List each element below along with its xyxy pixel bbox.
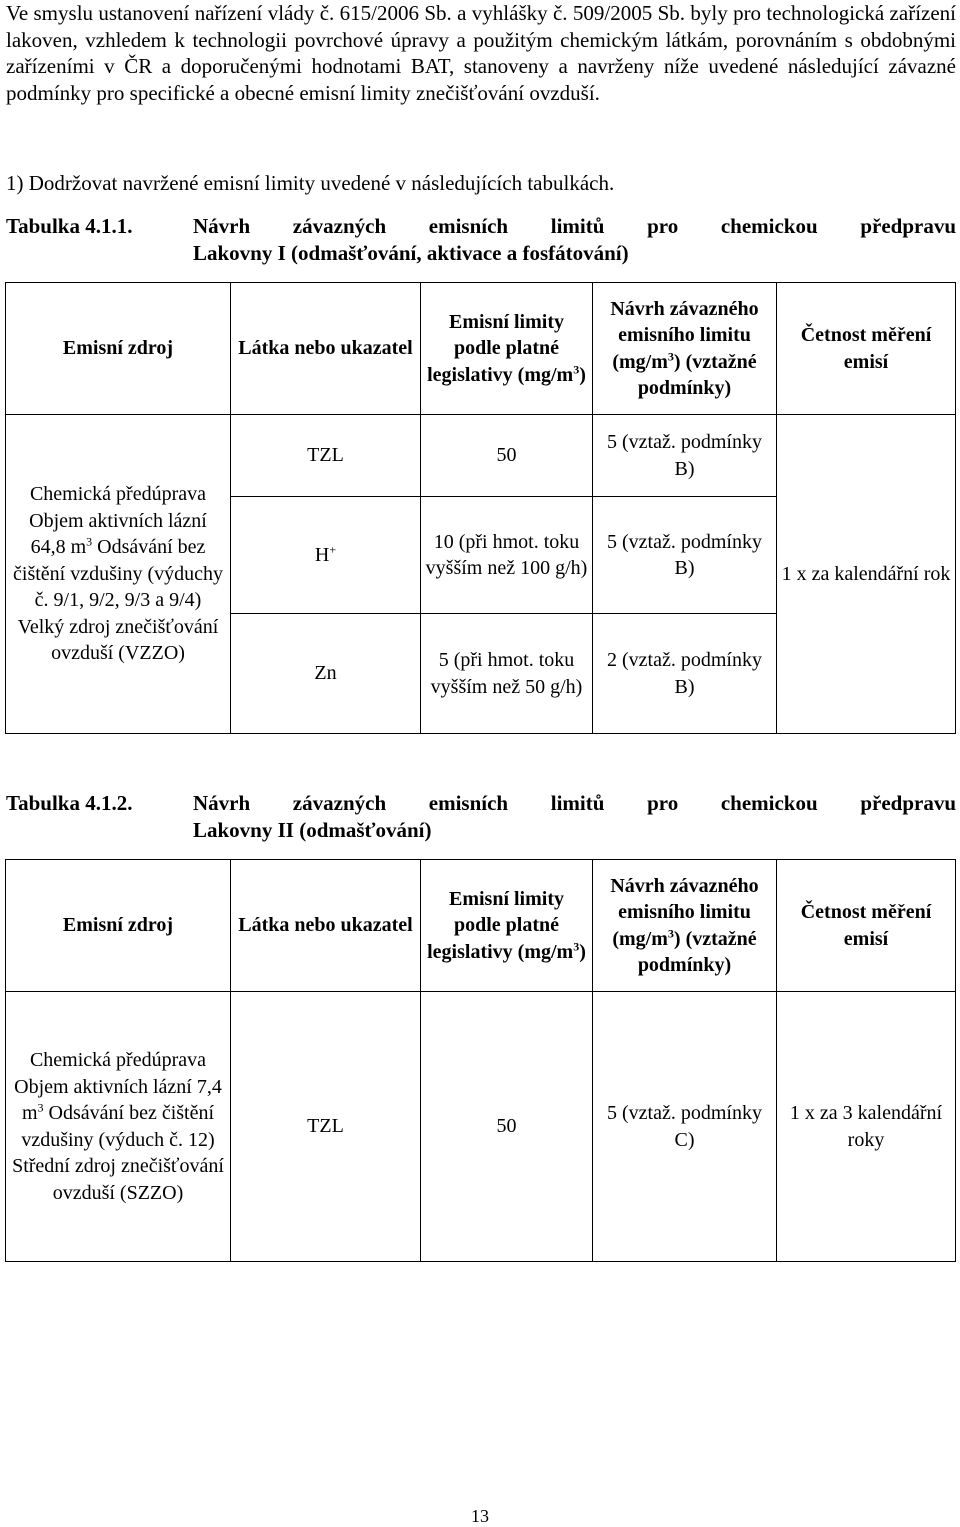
header-substance: Látka nebo ukazatel <box>231 283 421 415</box>
header-proposed-limit: Návrh závazného emisního limitu $(mg/m^3)$ (vztažné podmínky) <box>593 860 777 992</box>
table1-substance-h: H+ <box>231 497 421 614</box>
table1-legal-zn: 5 (při hmot. toku vyšším než 50 g/h) <box>421 614 593 734</box>
table1-header-row <box>6 283 956 415</box>
table1-legal-h: 10 (při hmot. toku vyšším než 100 g/h) <box>421 497 593 614</box>
table1-source-cell: Chemická předúprava Objem aktivních lázní 64,8 $m^3$ Odsávání bez čištění vzdušiny (výduchy č. 9/1, 9/2, 9/3 a 9/4) Velký zdroj znečišťování ovzduší (VZZO) <box>6 415 231 734</box>
table1-proposed-zn: 2 (vztaž. podmínky B) <box>593 614 777 734</box>
table2-source-cell: Chemická předúprava Objem aktivních lázní 7,4 $m^3$ Odsávání bez čištění vzdušiny (výduch č. 12) Střední zdroj znečišťování ovzduší (SZZO) <box>6 992 231 1262</box>
table1-title-line2: Lakovny I (odmašťování, aktivace a fosfátování) <box>193 241 629 265</box>
table2-title <box>193 790 956 844</box>
table2-legal-tzl: 50 <box>421 992 593 1262</box>
emission-table-2 <box>5 859 956 1262</box>
table2-proposed-tzl: 5 (vztaž. podmínky C) <box>593 992 777 1262</box>
header-substance: Látka nebo ukazatel <box>231 860 421 992</box>
instruction-line: 1) Dodržovat navržené emisní limity uvedené v následujících tabulkách. <box>6 171 615 195</box>
table1-substance-tzl: TZL <box>231 415 421 497</box>
table1-proposed-tzl: 5 (vztaž. podmínky B) <box>593 415 777 497</box>
table2-number: Tabulka 4.1.2. <box>6 791 133 815</box>
table1-frequency-cell: 1 x za kalendářní rok <box>777 415 956 734</box>
page-number: 13 <box>471 1506 489 1526</box>
table1-proposed-h: 5 (vztaž. podmínky B) <box>593 497 777 614</box>
emission-table-1 <box>5 282 956 734</box>
table1-title-line1: Návrh závazných emisních limitů pro chemickou předpravu <box>193 214 956 238</box>
intro-paragraph: Ve smyslu ustanovení nařízení vlády č. 615/2006 Sb. a vyhlášky č. 509/2005 Sb. byly pro technologická zařízení lakoven, vzhledem k technologii povrchové úpravy a použitým chemickým látkám, porovnáním s obdobnými zařízeními v ČR a doporučenými hodnotami BAT, stanoveny a navrženy níže uvedené následující závazné podmínky pro specifické a obecné emisní limity znečišťování ovzduší. <box>6 1 956 105</box>
table1-title <box>193 213 956 267</box>
table2-title-line1: Návrh závazných emisních limitů pro chemickou předpravu <box>193 791 956 815</box>
table2-header-row <box>6 860 956 992</box>
table1-substance-zn: Zn <box>231 614 421 734</box>
header-frequency: Četnost měření emisí <box>777 283 956 415</box>
table2-frequency-cell: 1 x za 3 kalendářní roky <box>777 992 956 1262</box>
table2-substance-tzl: TZL <box>231 992 421 1262</box>
table1-row-tzl <box>6 415 956 497</box>
table1-legal-tzl: 50 <box>421 415 593 497</box>
header-source: Emisní zdroj <box>6 283 231 415</box>
table2-title-line2: Lakovny II (odmašťování) <box>193 818 432 842</box>
header-proposed-limit: Návrh závazného emisního limitu $(mg/m^3)$ (vztažné podmínky) <box>593 283 777 415</box>
header-source: Emisní zdroj <box>6 860 231 992</box>
header-legal-limit: Emisní limity podle platné legislativy $(mg/m^3)$ <box>421 860 593 992</box>
table2-row-tzl <box>6 992 956 1262</box>
table1-number: Tabulka 4.1.1. <box>6 214 133 238</box>
header-legal-limit: Emisní limity podle platné legislativy $(mg/m^3)$ <box>421 283 593 415</box>
header-frequency: Četnost měření emisí <box>777 860 956 992</box>
